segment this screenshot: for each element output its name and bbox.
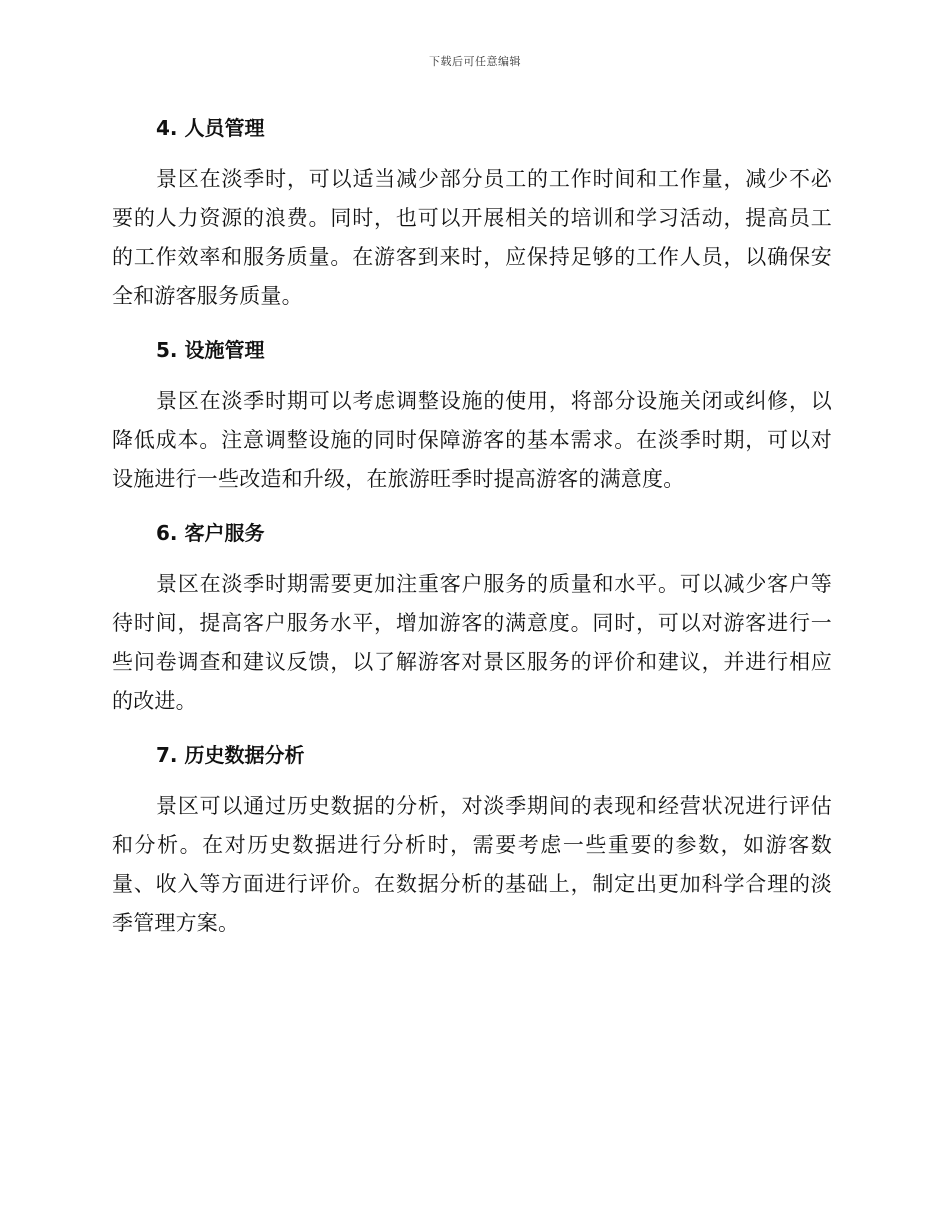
section-historical-data-analysis bbox=[112, 735, 832, 943]
section-facility-management bbox=[112, 330, 832, 499]
section-paragraph: 景区在淡季时，可以适当减少部分员工的工作时间和工作量，减少不必要的人力资源的浪费。同时，也可以开展相关的培训和学习活动，提高员工的工作效率和服务质量。在游客到来时，应保持足够的工作人员，以确保安全和游客服务质量。 bbox=[112, 167, 832, 308]
document-body bbox=[112, 108, 832, 957]
page-header: 下载后可任意编辑 bbox=[429, 55, 521, 68]
section-heading: 6. 客户服务 bbox=[156, 521, 265, 545]
section-staff-management bbox=[112, 108, 832, 316]
section-paragraph: 景区可以通过历史数据的分析，对淡季期间的表现和经营状况进行评估和分析。在对历史数据进行分析时，需要考虑一些重要的参数，如游客数量、收入等方面进行评价。在数据分析的基础上，制定出更加科学合理的淡季管理方案。 bbox=[112, 794, 832, 935]
section-heading: 5. 设施管理 bbox=[156, 338, 265, 362]
section-heading: 7. 历史数据分析 bbox=[156, 743, 305, 767]
section-customer-service bbox=[112, 513, 832, 721]
section-heading: 4. 人员管理 bbox=[156, 116, 265, 140]
section-paragraph: 景区在淡季时期可以考虑调整设施的使用，将部分设施关闭或纠修，以降低成本。注意调整设施的同时保障游客的基本需求。在淡季时期，可以对设施进行一些改造和升级，在旅游旺季时提高游客的满意度。 bbox=[112, 389, 832, 491]
section-paragraph: 景区在淡季时期需要更加注重客户服务的质量和水平。可以减少客户等待时间，提高客户服务水平，增加游客的满意度。同时，可以对游客进行一些问卷调查和建议反馈，以了解游客对景区服务的评价和建议，并进行相应的改进。 bbox=[112, 572, 832, 713]
